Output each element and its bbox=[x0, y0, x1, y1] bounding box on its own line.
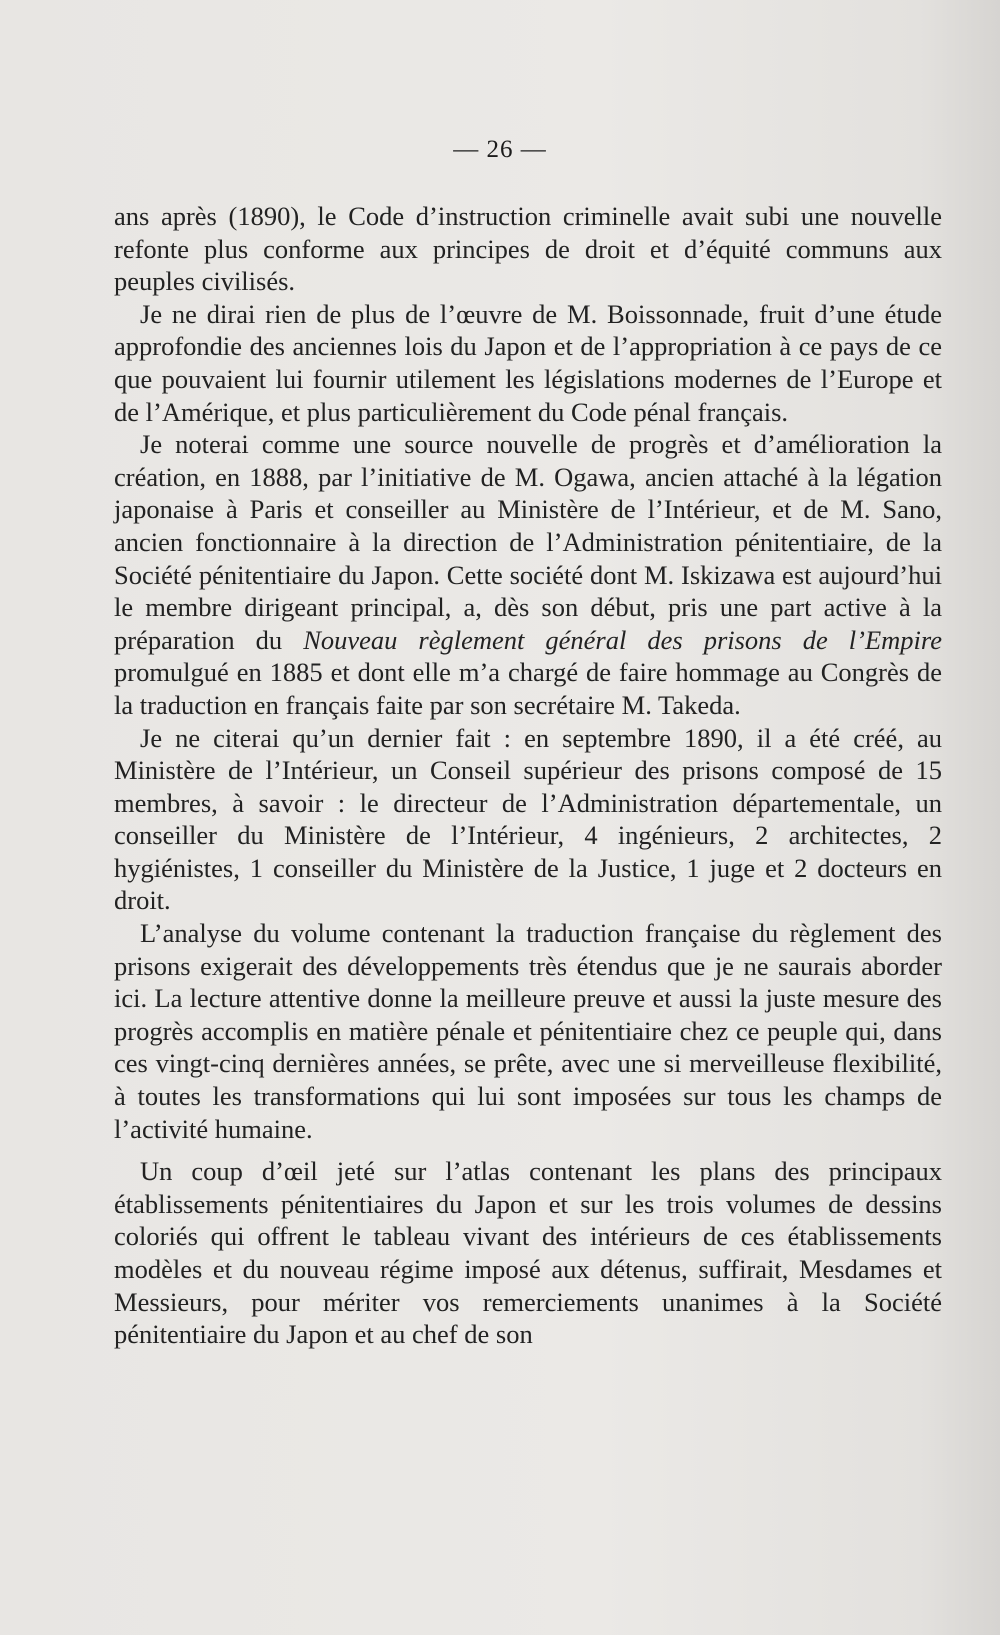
body-text bbox=[114, 200, 942, 1351]
paragraph: Je ne dirai rien de plus de l’œuvre de M. Boissonnade, fruit d’une étude approfondie des anciennes lois du Japon et de l’appropriation à ce pays de ce que pouvaient lui fournir utilement les législations modernes de l’Europe et de l’Amérique, et plus particulièrement du Code pénal français. bbox=[114, 298, 942, 427]
paragraph-text: Je noterai comme une source nouvelle de progrès et d’amélioration la création, en 1888, par l’initiative de M. Ogawa, ancien attaché à la légation japonaise à Paris et conseiller au Ministère de l’Intérieur, et de M. Sano, ancien fonctionnaire à la direction de l’Administration pénitentiaire, de la Société pénitentiaire du Japon. Cette société dont M. Iskizawa est aujourd’hui le membre dirigeant principal, a, dès son début, pris une part active à la préparation du bbox=[114, 429, 942, 655]
italic-title: Nouveau règlement général des prisons de l’Empire bbox=[303, 624, 942, 655]
page-number: — 26 — bbox=[453, 136, 547, 163]
paragraph: ans après (1890), le Code d’instruction criminelle avait subi une nouvelle refonte plus conforme aux principes de droit et d’équité communs aux peuples civilisés. bbox=[114, 201, 942, 297]
paragraph: Je ne citerai qu’un dernier fait : en septembre 1890, il a été créé, au Ministère de l’Intérieur, un Conseil supérieur des prisons composé de 15 membres, à savoir : le directeur de l’Administration départementale, un conseiller du Ministère de l’Intérieur, 4 ingénieurs, 2 architectes, 2 hygiénistes, 1 conseiller du Ministère de la Justice, 1 juge et 2 docteurs en droit. bbox=[114, 722, 942, 916]
paragraph: L’analyse du volume contenant la traduction française du règlement des prisons exigerait des développements très étendus que je ne saurais aborder ici. La lecture attentive donne la meilleure preuve et aussi la juste mesure des progrès accomplis en matière pénale et pénitentiaire chez ce peuple qui, dans ces vingt-cinq dernières années, se prête, avec une si merveilleuse flexibilité, à toutes les transformations qui lui sont imposées sur tous les champs de l’activité humaine. bbox=[114, 918, 942, 1144]
paragraph-text: promulgué en 1885 et dont elle m’a chargé de faire hommage au Congrès de la traduction en français faite par son secrétaire M. Takeda. bbox=[114, 657, 942, 720]
paragraph: Un coup d’œil jeté sur l’atlas contenant les plans des principaux établissements pénitentiaires du Japon et sur les trois volumes de dessins coloriés qui offrent le tableau vivant des intérieurs de ces établissements modèles et du nouveau régime imposé aux détenus, suffirait, Mesdames et Messieurs, pour mériter vos remerciements unanimes à la Société pénitentiaire du Japon et au chef de son bbox=[114, 1156, 942, 1350]
paragraph bbox=[114, 428, 942, 721]
